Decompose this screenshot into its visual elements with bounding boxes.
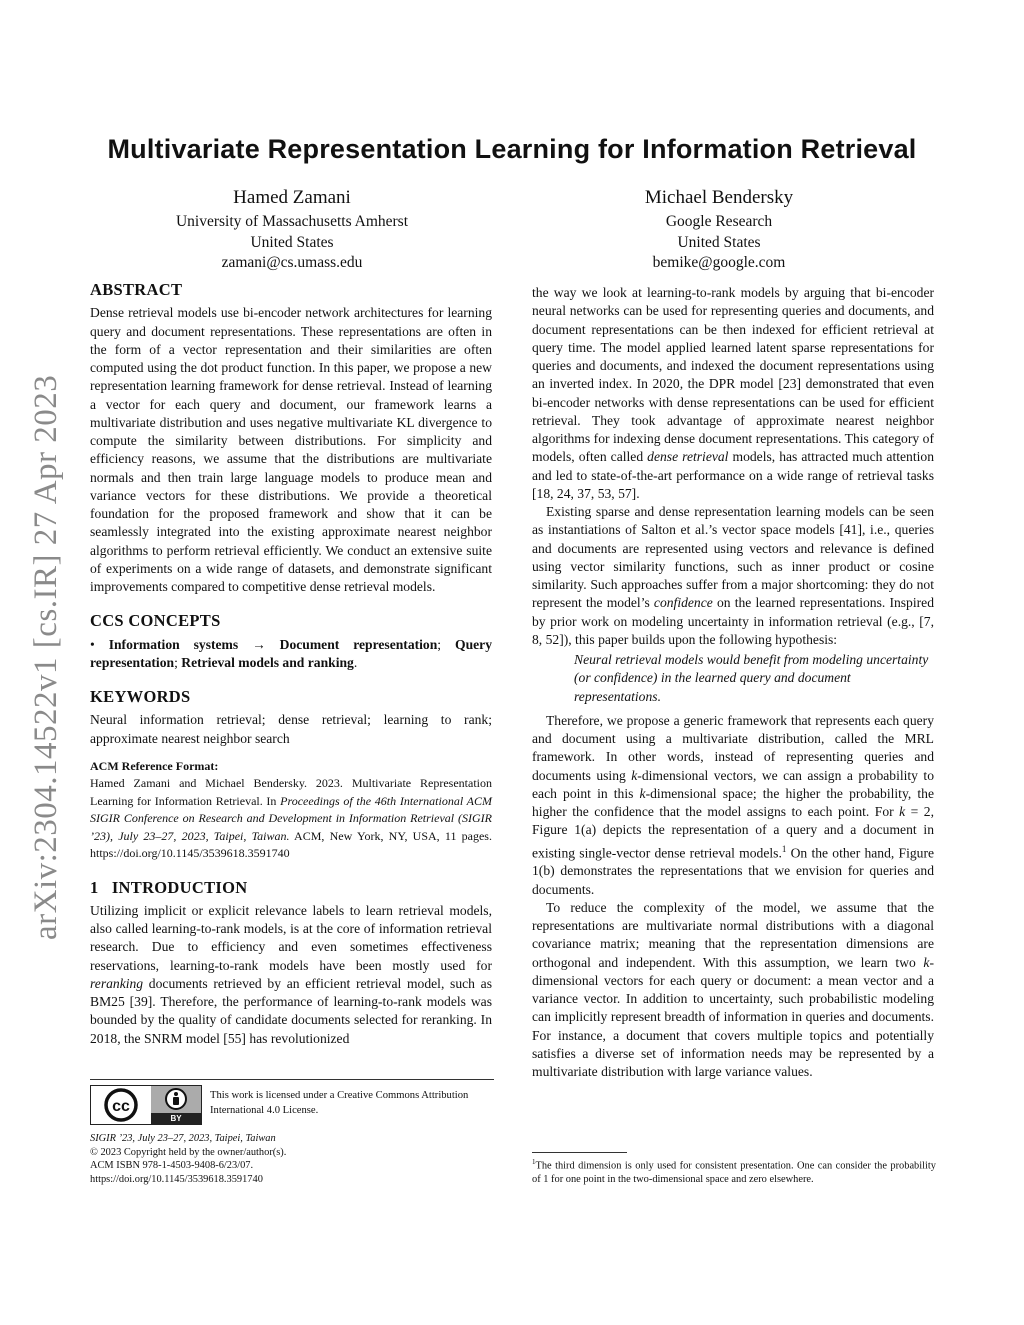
text-run: models, has attracted much attention and led to state-of-the-art performance on a wide range of retrieval tasks [18, 24, 37, 53, 57]. [532, 449, 934, 501]
ccs-separator: ; [437, 636, 442, 652]
author-name: Hamed Zamani [233, 187, 351, 208]
math-k: k [899, 804, 906, 819]
venue-info [90, 1132, 494, 1186]
text-run: Existing sparse and dense representation learning models can be seen as instantiations of Salton et al.’s vector space models [41], i.e., queries and documents are represented using vectors and relevance is defined using vector similarity functions, such as inner product or cosine similarity. Such approaches suffer from a major shortcoming: they do not represent the model’s [532, 504, 934, 611]
acm-reference-heading: ACM Reference Format: [90, 758, 219, 773]
text-run: the way we look at learning-to-rank models by arguing that bi-encoder neural networks can be used for representing queries and documents, and document representations can be then indexed for efficient retrieval at query time. The model applied learned latent sparse representations for queries and documents, and indexed the document representations using an inverted index. In 2020, the DPR model [23] demonstrated that even bi-encoder networks with dense representations can be used for efficient retrieval. They took advantage of approximate nearest neighbor algorithms for indexing dense document representations. This category of models, often called [532, 285, 934, 465]
acm-reference-text [90, 775, 492, 863]
cc-logo-icon [93, 1088, 149, 1122]
footnote-divider [532, 1152, 627, 1153]
text-run: on the learned representations. Inspired by prior work on modeling uncertainty in information retrieval (e.g., [7, 8, 52]), this paper builds upon the following hypothesis: [532, 595, 934, 647]
author-email: zamani@cs.umass.edu [221, 254, 363, 271]
ccs-concepts [90, 636, 492, 673]
right-paragraph-4 [532, 899, 934, 1082]
right-paragraph-3 [532, 712, 934, 899]
cc-logo-text: cc [112, 1098, 130, 1115]
text-run: On the other hand, Figure 1(b) demonstrates the representations that we envision for queries and documents. [532, 845, 935, 897]
acm-reference-part2: ACM, New York, NY, USA, 11 pages. https://doi.org/10.1145/3539618.3591740 [90, 828, 492, 860]
ccs-arrow: → [252, 636, 266, 652]
paper-title: Multivariate Representation Learning for Information Retrieval [107, 134, 917, 164]
ccs-bullet: • [90, 636, 95, 652]
footnote-body: The third dimension is only used for consistent presentation. One can consider the probability of 1 for one point in the two-dimensional space and zero elsewhere. [532, 1160, 936, 1186]
keywords-text: Neural information retrieval; dense retrieval; learning to rank; approximate nearest neighbor search [90, 712, 492, 746]
acm-reference-proceedings: Proceedings of the 46th International ACM SIGIR Conference on Research and Development in Information Retrieval (SIGIR ’23), July 23–27, 2023, Taipei, Taiwan. [90, 793, 492, 843]
ccs-heading: CCS CONCEPTS [90, 611, 221, 631]
math-k: k [923, 954, 930, 970]
ccs-separator: ; [174, 654, 178, 670]
author-name: Michael Bendersky [644, 187, 794, 208]
venue-isbn: ACM ISBN 978-1-4503-9408-6/23/07. [90, 1160, 254, 1172]
footnote-number: 1 [532, 1158, 536, 1166]
ccs-concept-4: Retrieval models and ranking [181, 654, 354, 670]
right-paragraph-2 [532, 503, 934, 649]
text-run: Therefore, we propose a generic framework that represents each query and document using a multivariate distribution, called the MRL framework. In other words, instead of representing queries and documents using [532, 712, 934, 783]
footnote-block [532, 1152, 936, 1187]
intro-text-a: Utilizing implicit or explicit relevance labels to learn retrieval models, also called learning-to-rank models, is at the core of information retrieval research. Due to efficiency and even sometimes effectiveness reservations, learning-to-rank models have been mostly used for [90, 902, 492, 973]
ccs-end: . [353, 654, 358, 670]
intro-paragraph-1 [90, 902, 492, 1048]
ccs-concept-2: Document representation [279, 636, 438, 652]
introduction-heading: 1 INTRODUCTION [90, 877, 248, 897]
intro-text-b: documents retrieved by an efficient retrieval model, such as BM25 [39]. Therefore, the performance of learning-to-rank models was bounded by the quality of candidate documents selected for reranking. In 2018, the SNRM model [55] has revolutionized [90, 975, 492, 1046]
text-run: -dimensional vectors, we can assign a probability to each point in this [532, 767, 934, 801]
venue-copyright: © 2023 Copyright held by the owner/author(s). [90, 1146, 287, 1158]
cc-by-badge-icon[interactable] [90, 1085, 202, 1125]
author-affiliation: Google Research [665, 213, 773, 230]
emphasis-run: confidence [653, 595, 713, 611]
text-run: To reduce the complexity of the model, we assume that the representations are multivariate normal distributions with a diagonal covariance matrix; meaning that the representation dimensions are orthogonal and independent. With this assumption, we learn two [532, 899, 934, 970]
math-k: k [639, 785, 646, 801]
emphasis-run: dense retrieval [647, 449, 729, 465]
keywords-heading: KEYWORDS [90, 687, 191, 706]
author-country: United States [250, 233, 334, 251]
footnote-text [532, 1156, 936, 1187]
author-country: United States [677, 233, 761, 251]
ccs-concept-1: Information systems [108, 636, 239, 652]
footnote-marker[interactable]: 1 [781, 843, 787, 854]
text-run: -dimensional space; the higher the probability, the higher the confidence that the model assigns to each point. For [532, 785, 934, 819]
author-block-1 [102, 186, 482, 274]
abstract-text: Dense retrieval models use bi-encoder network architectures for learning query and document representations. These representations are often in the form of a vector representation and their similarities are often computed using the dot product function. In this paper, we propose a new representation learning framework for dense retrieval. Instead of learning a vector for each query and document, our framework learns a multivariate distribution and uses negative multivariate KL divergence to compute the similarity between distributions. For simplicity and efficiency reasons, we assume that the distributions are multivariate normals and then train large language models to produce mean and variance vectors for these distributions. We provide a theoretical foundation for the proposed framework and show that it can be seamlessly integrated into the existing approximate nearest neighbor algorithms to perform retrieval efficiently. We conduct an extensive suite of experiments on a wide range of datasets, and demonstrate significant improvements compared to competitive dense retrieval models. [90, 305, 492, 594]
by-label: BY [151, 1113, 201, 1124]
license-text: This work is licensed under a Creative Commons Attribution International 4.0 License. [210, 1090, 469, 1116]
venue-conference: SIGIR ’23, July 23–27, 2023, Taipei, Taiwan [90, 1133, 276, 1144]
license-divider [90, 1079, 494, 1080]
author-affiliation: University of Massachusetts Amherst [175, 213, 409, 230]
ccs-concept-3: Query representation [90, 636, 493, 670]
intro-emphasis: reranking [90, 975, 144, 991]
acm-reference-part1: Hamed Zamani and Michael Bendersky. 2023. Multivariate Representation Learning for Information Retrieval. In [90, 776, 492, 808]
text-run: -dimensional vectors for each query or document: a mean vector and a variance vector. In addition to uncertainty, such probabilistic modeling can implicitly represent breadth of information in queries and documents. For instance, a document that covers multiple topics and potentially satisfies a diverse set of information needs may be represented by a multivariate distribution with large variance values. [532, 954, 934, 1080]
right-paragraph-1 [532, 284, 934, 503]
text-run: = 2, Figure 1(a) depicts the representation of a query and a document in existing single-vector dense retrieval models. [532, 804, 934, 861]
author-block-2 [529, 186, 909, 274]
venue-doi[interactable]: https://doi.org/10.1145/3539618.3591740 [90, 1173, 263, 1185]
abstract-heading: ABSTRACT [90, 280, 183, 299]
attribution-icon [151, 1086, 201, 1124]
right-column [532, 284, 934, 1081]
arxiv-identifier-stamp: arXiv:2304.14522v1 [cs.IR] 27 Apr 2023 [28, 374, 64, 940]
author-email: bemike@google.com [652, 254, 786, 271]
left-column [90, 281, 492, 1048]
math-k: k [631, 767, 638, 783]
hypothesis-quote: Neural retrieval models would benefit from modeling uncertainty (or confidence) in the learned query and document representations. [574, 652, 929, 704]
